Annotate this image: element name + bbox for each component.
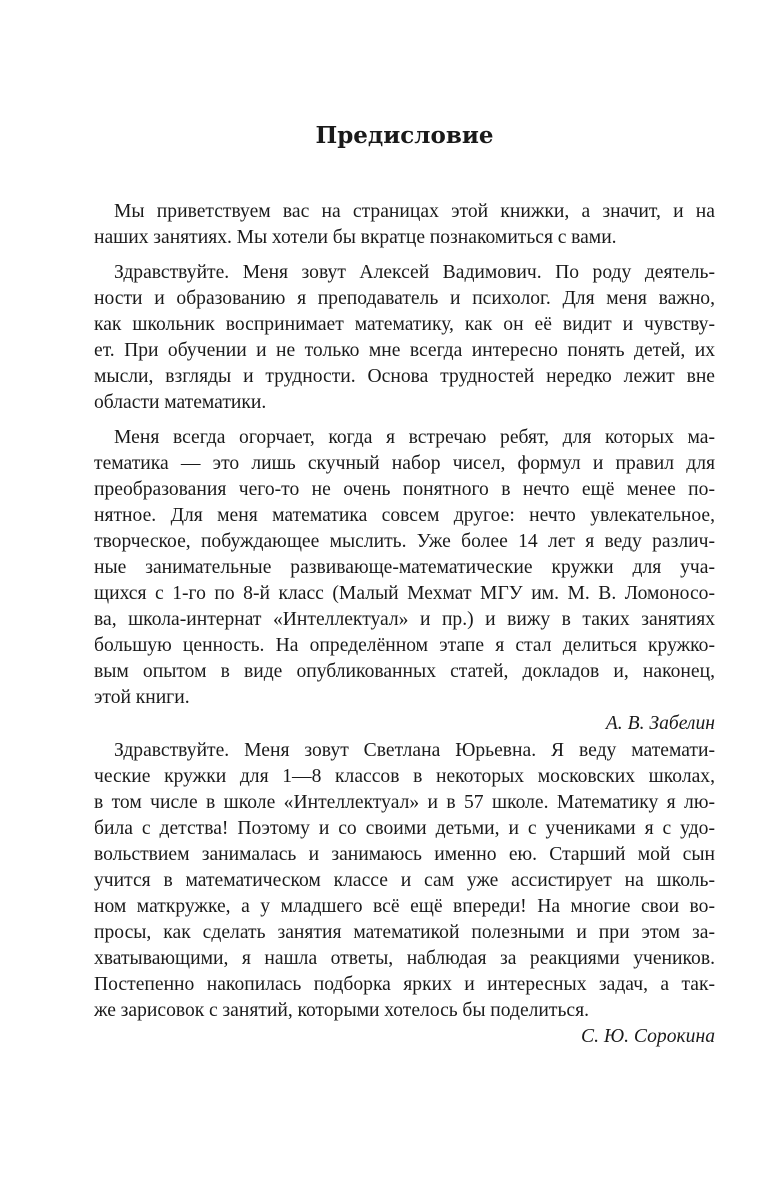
text-line: Постепенно накопилась подборка ярких и интересных задач, а так-	[94, 974, 715, 995]
text-line: ные занимательные развивающе-математические кружки для уча-	[94, 557, 715, 578]
text-line: большую ценность. На определённом этапе я стал делиться кружко-	[94, 635, 715, 656]
intro-block	[94, 199, 715, 251]
text-line: щихся с 1-го по 8-й класс (Малый Мехмат МГУ им. М. В. Ломоносо-	[94, 583, 715, 604]
text-line: учится в математическом классе и сам уже ассистирует на школь-	[94, 870, 715, 891]
author-signature-zabelin: А. В. Забелин	[605, 713, 715, 734]
text-line: области математики.	[94, 392, 267, 413]
text-line: просы, как сделать занятия математикой полезными и при этом за-	[94, 922, 715, 943]
intro-paragraph	[94, 199, 715, 251]
text-line: ет. При обучении и не только мне всегда интересно понять детей, их	[94, 340, 715, 361]
text-line: в том числе в школе «Интеллектуал» и в 57 школе. Математику я лю-	[94, 792, 715, 813]
sorokina-paragraph-1	[94, 738, 715, 1024]
text-line: Здравствуйте. Меня зовут Светлана Юрьевна. Я веду математи-	[114, 740, 715, 761]
author-signature-sorokina: С. Ю. Сорокина	[581, 1026, 715, 1047]
text-line: преобразования чего-то не очень понятного в нечто ещё менее по-	[94, 479, 715, 500]
text-line: била с детства! Поэтому и со своими детьми, и с учениками я с удо-	[94, 818, 715, 839]
zabelin-section	[94, 260, 715, 737]
text-line: Здравствуйте. Меня зовут Алексей Вадимович. По роду деятель-	[114, 262, 715, 283]
text-line: Мы приветствуем вас на страницах этой книжки, а значит, и на	[114, 201, 715, 222]
text-line: как школьник воспринимает математику, как он её видит и чувству-	[94, 314, 715, 335]
text-line: хватывающими, я нашла ответы, наблюдая за реакциями учеников.	[94, 948, 715, 969]
book-page	[94, 0, 715, 1192]
text-line: ва, школа-интернат «Интеллектуал» и пр.) и вижу в таких занятиях	[94, 609, 715, 630]
page-title: Предисловие	[315, 122, 494, 149]
text-line: ном маткружке, а у младшего всё ещё впереди! На многие свои во-	[94, 896, 715, 917]
zabelin-paragraph-1	[94, 260, 715, 416]
text-line: нятное. Для меня математика совсем другое: нечто увлекательное,	[94, 505, 715, 526]
text-line: же зарисовок с занятий, которыми хотелось бы поделиться.	[94, 1000, 590, 1021]
text-line: вольствием занималась и занимаюсь именно ею. Старший мой сын	[94, 844, 715, 865]
zabelin-paragraph-2	[94, 425, 715, 711]
text-line: вым опытом в виде опубликованных статей, докладов и, наконец,	[94, 661, 715, 682]
text-line: Меня всегда огорчает, когда я встречаю ребят, для которых ма-	[114, 427, 715, 448]
text-line: мысли, взгляды и трудности. Основа трудностей нередко лежит вне	[94, 366, 715, 387]
text-line: наших занятиях. Мы хотели бы вкратце познакомиться с вами.	[94, 227, 617, 248]
text-line: ности и образованию я преподаватель и психолог. Для меня важно,	[94, 288, 715, 309]
text-line: тематика — это лишь скучный набор чисел, формул и правил для	[94, 453, 715, 474]
text-line: ческие кружки для 1—8 классов в некоторых московских школах,	[94, 766, 715, 787]
text-line: этой книги.	[94, 687, 190, 708]
text-line: творческое, побуждающее мыслить. Уже более 14 лет я веду различ-	[94, 531, 715, 552]
sorokina-section	[94, 738, 715, 1050]
